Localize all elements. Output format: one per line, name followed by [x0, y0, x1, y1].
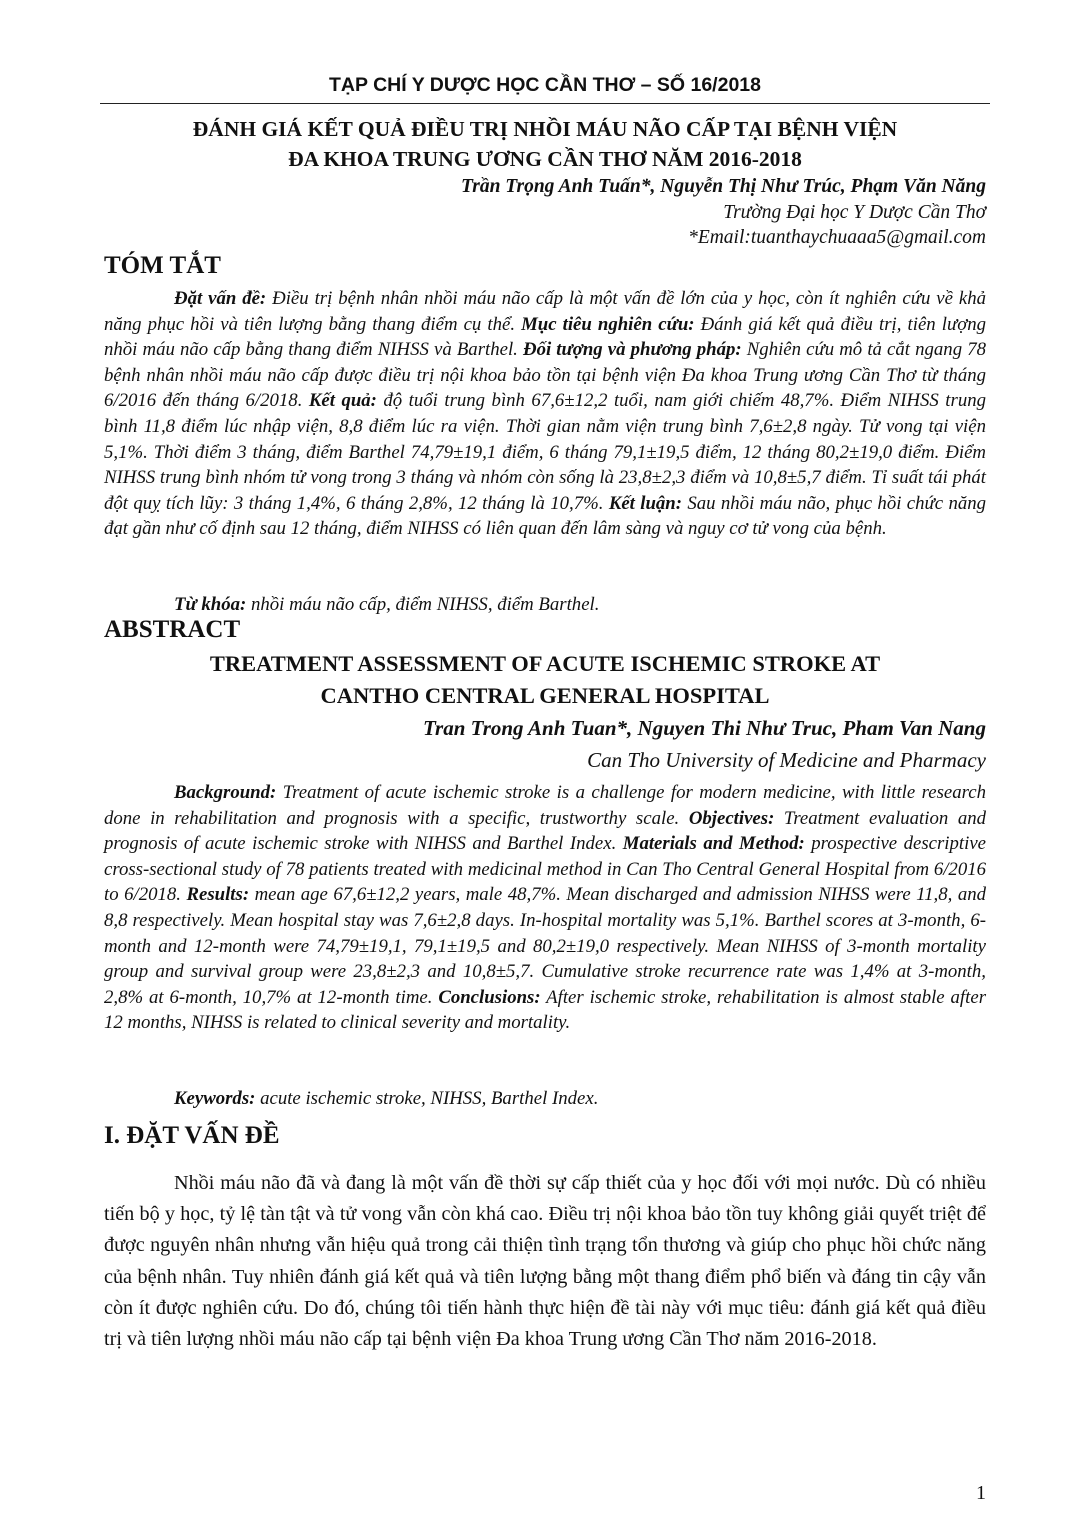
- abstract-en-paragraph: [104, 780, 986, 1036]
- heading-tom-tat: TÓM TẮT: [104, 252, 221, 279]
- affiliation-vi: Trường Đại học Y Dược Cần Thơ: [723, 202, 986, 223]
- text-doi-tuong: Nghiên cứu mô tả cắt ngang 78 bệnh nhân nhồi máu não cấp được điều trị nội khoa bảo tồn tại bệnh viện Đa khoa Trung ương Cần Thơ từ tháng 6/2016 đến tháng 6/2018.: [104, 339, 986, 412]
- text-materials-method: prospective descriptive cross-sectional study of 78 patients treated with medicinal method in Can Tho Central General Hospital from 6/2016 to 6/2018.: [104, 833, 986, 906]
- title-en-line2: CANTHO CENTRAL GENERAL HOSPITAL: [320, 683, 770, 708]
- authors-vi: Trần Trọng Anh Tuấn*, Nguyễn Thị Như Trúc, Phạm Văn Năng: [461, 176, 986, 197]
- keywords-vi: [104, 592, 986, 618]
- text-background: Treatment of acute ischemic stroke is a challenge for modern medicine, with little research done in rehabilitation and prognosis with a specific, trustworthy scale.: [104, 782, 986, 829]
- text-muc-tieu: Đánh giá kết quả điều trị, tiên lượng nhồi máu não cấp bằng thang điểm NIHSS và Barthel.: [104, 313, 986, 361]
- email: *Email:tuanthaychuaaa5@gmail.com: [688, 227, 986, 248]
- text-results: mean age 67,6±12,2 years, male 48,7%. Mean discharged and admission NIHSS were 11,8, and 8,8 respectively. Mean hospital stay was 7,6±2,8 days. In-hospital mortality was 5,1%. Barthel scores at 3-month, 6-month and 12-month were 74,79±19,1, 79,1±19,5 and 80,2±19,0 respectively. Mean NIHSS of 3-month mortality group and survival group were 23,8±2,3 and 10,8±5,7. Cumulative stroke recurrence rate was 1,4% at 3-month, 2,8% at 6-month, 10,7% at 12-month time.: [104, 884, 986, 1008]
- label-ket-qua: Kết quả:: [308, 390, 377, 412]
- heading-section-1: I. ĐẶT VẤN ĐỀ: [104, 1122, 280, 1149]
- text-dat-van-de: Điều trị bệnh nhân nhồi máu não cấp là một vấn đề lớn của y học, còn ít nghiên cứu về khả năng phục hồi và tiên lượng bằng thang điểm cụ thể.: [104, 288, 986, 335]
- label-materials-method: Materials and Method:: [622, 833, 805, 855]
- text-tu-khoa: nhồi máu não cấp, điểm NIHSS, điểm Barthel.: [246, 594, 600, 615]
- label-ket-luan: Kết luận:: [608, 492, 683, 514]
- running-head: TẠP CHÍ Y DƯỢC HỌC CẦN THƠ – SỐ 16/2018: [329, 74, 761, 96]
- affiliation-en: Can Tho University of Medicine and Pharmacy: [587, 748, 986, 772]
- label-objectives: Objectives:: [688, 807, 775, 829]
- label-doi-tuong: Đối tượng và phương pháp:: [523, 339, 742, 361]
- title-vi-line1: ĐÁNH GIÁ KẾT QUẢ ĐIỀU TRỊ NHỒI MÁU NÃO CẤP TẠI BỆNH VIỆN: [192, 117, 898, 141]
- title-en-line1: TREATMENT ASSESSMENT OF ACUTE ISCHEMIC STROKE AT: [209, 651, 881, 676]
- text-keywords: acute ischemic stroke, NIHSS, Barthel Index.: [255, 1088, 599, 1109]
- label-results: Results:: [186, 884, 250, 906]
- keywords-en: [104, 1086, 986, 1112]
- title-vi-line2: ĐA KHOA TRUNG ƯƠNG CẦN THƠ NĂM 2016-2018: [288, 147, 802, 171]
- heading-abstract: ABSTRACT: [104, 616, 241, 643]
- page-number: 1: [976, 1482, 986, 1504]
- text-ket-qua: độ tuổi trung bình 67,6±12,2 tuổi, nam giới chiếm 48,7%. Điểm NIHSS trung bình 11,8 điểm lúc nhập viện, 8,8 điểm lúc ra viện. Thời gian nằm viện trung bình 7,6±2,8 ngày. Tử vong tại viện 5,1%. Thời điểm 3 tháng, điểm Barthel 74,79±19,1 điểm, 6 tháng 79,1±19,5 điểm, 12 tháng 80,2±19,0 điểm. Điểm NIHSS trung bình nhóm tử vong trong 3 tháng và nhóm còn sống là 23,8±2,3 điểm và 10,8±5,7 điểm. Tỉ suất tái phát đột quỵ tích lũy: 3 tháng 1,4%, 6 tháng 2,8%, 12 tháng là 10,7%.: [104, 390, 986, 514]
- section-1-paragraph: [104, 1168, 986, 1355]
- label-keywords: Keywords:: [174, 1088, 256, 1109]
- text-conclusions: After ischemic stroke, rehabilitation is almost stable after 12 months, NIHSS is related to clinical severity and mortality.: [104, 986, 986, 1034]
- label-tu-khoa: Từ khóa:: [174, 594, 247, 615]
- summary-vi-paragraph: [104, 286, 986, 542]
- header-rule: [100, 103, 990, 104]
- label-background: Background:: [174, 782, 277, 803]
- label-muc-tieu: Mục tiêu nghiên cứu:: [521, 313, 695, 335]
- label-conclusions: Conclusions:: [438, 986, 541, 1008]
- label-dat-van-de: Đặt vấn đề:: [174, 288, 267, 309]
- section-1-text: Nhồi máu não đã và đang là một vấn đề thời sự cấp thiết của y học đối với mọi nước. Dù có nhiều tiến bộ y học, tỷ lệ tàn tật và tử vong vẫn còn khá cao. Điều trị nội khoa bảo tồn tuy không giải quyết triệt để được nguyên nhân nhưng vẫn hiệu quả trong cải thiện tình trạng tổn thương và giúp cho phục hồi chức năng của bệnh nhân. Tuy nhiên đánh giá kết quả và tiên lượng bằng một thang điểm phổ biến và đáng tin cậy vẫn còn ít được nghiên cứu. Do đó, chúng tôi tiến hành thực hiện đề tài này với mục tiêu: đánh giá kết quả điều trị và tiên lượng nhồi máu não cấp tại bệnh viện Đa khoa Trung ương Cần Thơ năm 2016-2018.: [104, 1172, 986, 1351]
- text-objectives: Treatment evaluation and prognosis of acute ischemic stroke with NIHSS and Barthel Index.: [104, 807, 986, 855]
- authors-en: Tran Trong Anh Tuan*, Nguyen Thi Như Truc, Pham Van Nang: [423, 716, 986, 740]
- text-ket-luan: Sau nhồi máu não, phục hồi chức năng đạt gần như cố định sau 12 tháng, điểm NIHSS có liên quan đến lâm sàng và nguy cơ tử vong của bệnh.: [104, 492, 987, 540]
